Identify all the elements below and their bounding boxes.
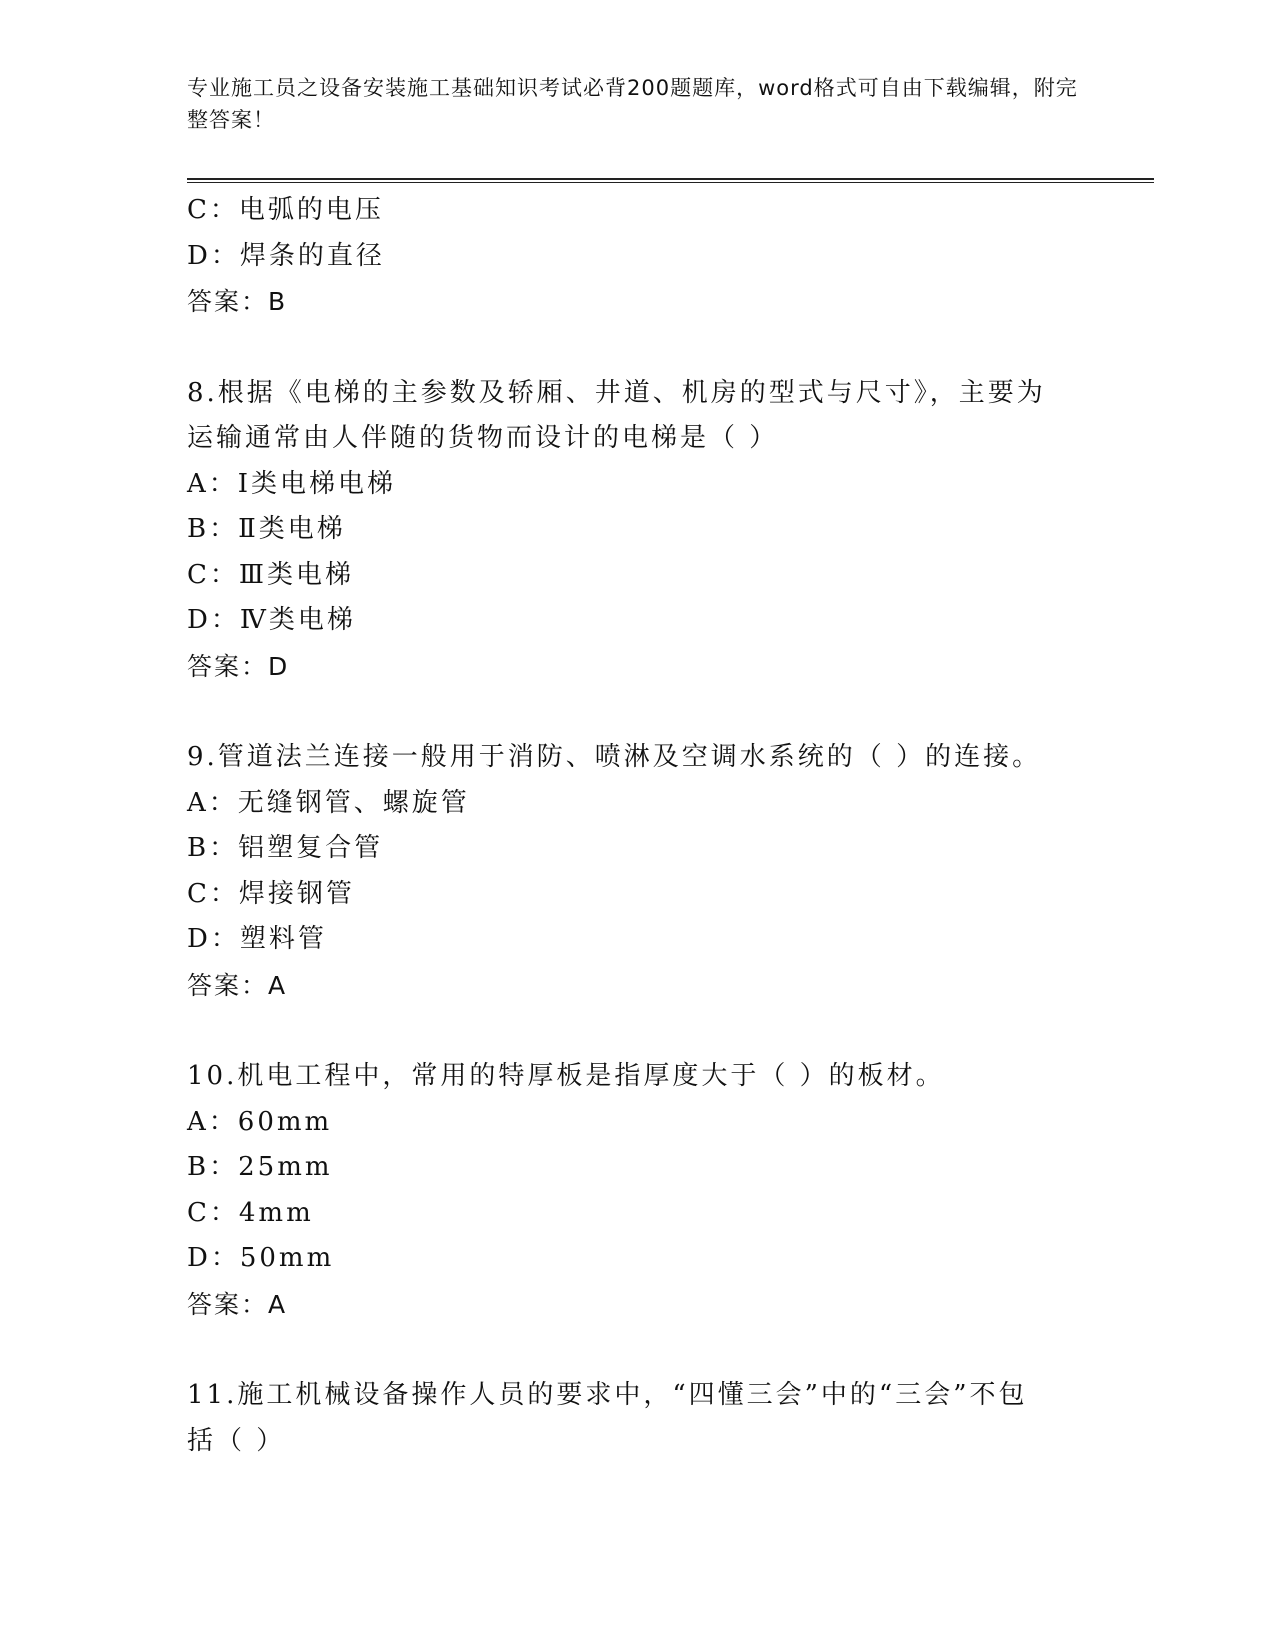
option-a: A：无缝钢管、螺旋管 — [187, 787, 470, 818]
question-11 — [187, 1373, 1087, 1464]
option-b: B：Ⅱ类电梯 — [187, 514, 346, 544]
document-header: 专业施工员之设备安装施工基础知识考试必背200题题库，word格式可自由下载编辑，附完整答案！ — [187, 76, 1078, 132]
question-10 — [187, 1054, 1087, 1327]
option-d: D：50mm — [187, 1243, 335, 1273]
option-a: A：Ⅰ类电梯电梯 — [187, 468, 397, 499]
question-8 — [187, 371, 1087, 690]
question-stem: 10.机电工程中，常用的特厚板是指厚度大于（ ）的板材。 — [187, 1061, 945, 1091]
question-stem-line: 8.根据《电梯的主参数及轿厢、井道、机房的型式与尺寸》，主要为 — [187, 377, 1046, 408]
header-rule-top — [187, 178, 1154, 180]
option-b: B：铝塑复合管 — [187, 833, 384, 863]
document-body — [187, 188, 1087, 1464]
question-stem-line: 11.施工机械设备操作人员的要求中，“四懂三会”中的“三会”不包 — [187, 1380, 1028, 1410]
option-a: A：60mm — [187, 1106, 333, 1137]
option-c: C：焊接钢管 — [187, 878, 355, 909]
answer: 答案：B — [187, 287, 288, 316]
option-b: B：25mm — [187, 1152, 333, 1182]
option-c: C：4mm — [187, 1197, 314, 1228]
header-rule-bottom — [187, 182, 1154, 183]
answer: 答案：A — [187, 970, 288, 1000]
option-d: D：Ⅳ类电梯 — [187, 605, 356, 635]
question-stem-line: 运输通常由人伴随的货物而设计的电梯是（ ） — [187, 423, 779, 453]
question-7-tail — [187, 188, 1087, 325]
answer: 答案：D — [187, 651, 290, 681]
option-c: C：电弧的电压 — [187, 195, 384, 225]
question-9 — [187, 735, 1087, 1008]
question-stem: 9.管道法兰连接一般用于消防、喷淋及空调水系统的（ ）的连接。 — [187, 742, 1042, 772]
option-c: C：Ⅲ类电梯 — [187, 559, 354, 590]
answer: 答案：A — [187, 1289, 288, 1319]
option-d: D：焊条的直径 — [187, 240, 385, 271]
question-stem-line: 括（ ） — [187, 1425, 286, 1456]
option-d: D：塑料管 — [187, 924, 327, 954]
